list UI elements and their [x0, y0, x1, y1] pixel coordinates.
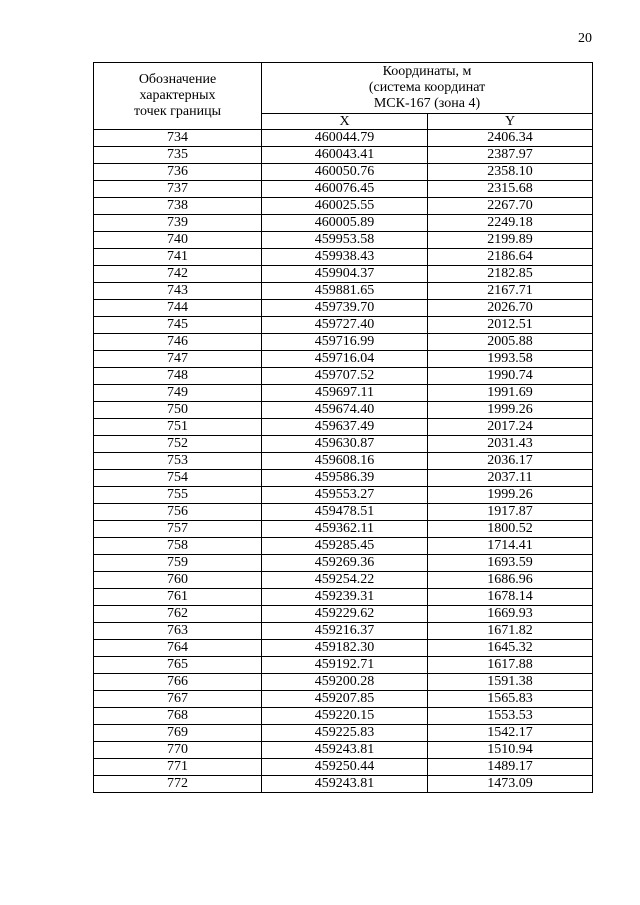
point-id-cell: 752: [94, 436, 262, 453]
y-coordinate-cell: 1489.17: [428, 759, 593, 776]
point-id-cell: 770: [94, 742, 262, 759]
coordinates-table-body: [94, 130, 593, 793]
point-id-cell: 734: [94, 130, 262, 147]
x-coordinate-cell: 459938.43: [262, 249, 428, 266]
point-id-cell: 766: [94, 674, 262, 691]
point-id-cell: 767: [94, 691, 262, 708]
x-coordinate-cell: 459697.11: [262, 385, 428, 402]
point-header-line: Обозначение: [138, 72, 217, 87]
table-row: [94, 487, 593, 504]
table-row: [94, 623, 593, 640]
x-coordinate-cell: 460043.41: [262, 147, 428, 164]
table-row: [94, 589, 593, 606]
x-coordinate-cell: 460050.76: [262, 164, 428, 181]
boundary-coordinates-table: [93, 62, 593, 793]
point-id-cell: 751: [94, 419, 262, 436]
y-coordinate-cell: 2037.11: [428, 470, 593, 487]
x-coordinate-cell: 459674.40: [262, 402, 428, 419]
x-coordinate-cell: 459727.40: [262, 317, 428, 334]
x-coordinate-cell: 459478.51: [262, 504, 428, 521]
point-id-cell: 735: [94, 147, 262, 164]
point-id-cell: 757: [94, 521, 262, 538]
point-id-cell: 750: [94, 402, 262, 419]
x-coordinate-cell: 459608.16: [262, 453, 428, 470]
y-coordinate-cell: 1993.58: [428, 351, 593, 368]
y-coordinate-cell: 1800.52: [428, 521, 593, 538]
x-coordinate-cell: 460005.89: [262, 215, 428, 232]
table-row: [94, 606, 593, 623]
x-coordinate-cell: 459553.27: [262, 487, 428, 504]
x-column-header: X: [262, 114, 428, 130]
table-row: [94, 657, 593, 674]
table-row: [94, 130, 593, 147]
point-id-cell: 740: [94, 232, 262, 249]
coordinates-header-line: (система координат: [368, 80, 486, 95]
table-row: [94, 470, 593, 487]
coordinates-header-line: Координаты, м: [382, 64, 472, 79]
y-coordinate-cell: 2186.64: [428, 249, 593, 266]
y-coordinate-cell: 1542.17: [428, 725, 593, 742]
table-row: [94, 368, 593, 385]
y-coordinate-cell: 2249.18: [428, 215, 593, 232]
x-coordinate-cell: 459207.85: [262, 691, 428, 708]
y-column-header: Y: [428, 114, 593, 130]
x-coordinate-cell: 459285.45: [262, 538, 428, 555]
point-id-cell: 771: [94, 759, 262, 776]
x-coordinate-cell: 459707.52: [262, 368, 428, 385]
point-id-cell: 760: [94, 572, 262, 589]
y-coordinate-cell: 1617.88: [428, 657, 593, 674]
y-coordinate-cell: 1678.14: [428, 589, 593, 606]
x-coordinate-cell: 459239.31: [262, 589, 428, 606]
table-row: [94, 181, 593, 198]
table-row: [94, 521, 593, 538]
point-header-line: точек границы: [134, 104, 221, 119]
y-coordinate-cell: 2036.17: [428, 453, 593, 470]
y-coordinate-cell: 2406.34: [428, 130, 593, 147]
x-coordinate-cell: 459192.71: [262, 657, 428, 674]
point-id-cell: 759: [94, 555, 262, 572]
y-coordinate-cell: 2199.89: [428, 232, 593, 249]
point-id-cell: 744: [94, 300, 262, 317]
x-coordinate-cell: 459254.22: [262, 572, 428, 589]
coordinates-header-line: МСК-167 (зона 4): [373, 96, 481, 111]
table-row: [94, 198, 593, 215]
coordinates-header: [262, 63, 593, 114]
table-row: [94, 249, 593, 266]
y-coordinate-cell: 2012.51: [428, 317, 593, 334]
x-coordinate-cell: 459716.99: [262, 334, 428, 351]
table-row: [94, 453, 593, 470]
point-id-cell: 758: [94, 538, 262, 555]
point-id-cell: 754: [94, 470, 262, 487]
y-coordinate-cell: 1999.26: [428, 487, 593, 504]
point-id-cell: 741: [94, 249, 262, 266]
table-row: [94, 691, 593, 708]
table-row: [94, 538, 593, 555]
y-coordinate-cell: 2167.71: [428, 283, 593, 300]
point-id-cell: 768: [94, 708, 262, 725]
y-coordinate-cell: 1686.96: [428, 572, 593, 589]
y-coordinate-cell: 1990.74: [428, 368, 593, 385]
point-id-cell: 748: [94, 368, 262, 385]
table-row: [94, 572, 593, 589]
y-coordinate-cell: 2182.85: [428, 266, 593, 283]
point-id-cell: 763: [94, 623, 262, 640]
table-row: [94, 300, 593, 317]
table-row: [94, 725, 593, 742]
table-row: [94, 164, 593, 181]
point-id-cell: 764: [94, 640, 262, 657]
y-coordinate-cell: 2315.68: [428, 181, 593, 198]
y-coordinate-cell: 2005.88: [428, 334, 593, 351]
y-coordinate-cell: 2387.97: [428, 147, 593, 164]
y-coordinate-cell: 2358.10: [428, 164, 593, 181]
y-coordinate-cell: 1714.41: [428, 538, 593, 555]
x-coordinate-cell: 459362.11: [262, 521, 428, 538]
y-coordinate-cell: 1645.32: [428, 640, 593, 657]
y-coordinate-cell: 1669.93: [428, 606, 593, 623]
point-id-cell: 738: [94, 198, 262, 215]
x-coordinate-cell: 460025.55: [262, 198, 428, 215]
x-coordinate-cell: 459250.44: [262, 759, 428, 776]
x-coordinate-cell: 459586.39: [262, 470, 428, 487]
table-row: [94, 317, 593, 334]
x-coordinate-cell: 459229.62: [262, 606, 428, 623]
table-row: [94, 232, 593, 249]
point-id-cell: 772: [94, 776, 262, 793]
y-coordinate-cell: 2017.24: [428, 419, 593, 436]
point-id-cell: 737: [94, 181, 262, 198]
table-row: [94, 776, 593, 793]
y-coordinate-cell: 2267.70: [428, 198, 593, 215]
x-coordinate-cell: 459881.65: [262, 283, 428, 300]
table-row: [94, 385, 593, 402]
table-row: [94, 266, 593, 283]
point-id-cell: 747: [94, 351, 262, 368]
point-id-cell: 749: [94, 385, 262, 402]
y-coordinate-cell: 1591.38: [428, 674, 593, 691]
x-coordinate-cell: 459904.37: [262, 266, 428, 283]
point-id-cell: 753: [94, 453, 262, 470]
point-designation-header: [94, 63, 262, 130]
x-coordinate-cell: 459630.87: [262, 436, 428, 453]
table-row: [94, 351, 593, 368]
table-row: [94, 759, 593, 776]
page-number: 20: [578, 31, 592, 46]
y-coordinate-cell: 2031.43: [428, 436, 593, 453]
point-id-cell: 746: [94, 334, 262, 351]
point-id-cell: 761: [94, 589, 262, 606]
table-row: [94, 674, 593, 691]
point-id-cell: 743: [94, 283, 262, 300]
table-row: [94, 147, 593, 164]
x-coordinate-cell: 459182.30: [262, 640, 428, 657]
x-coordinate-cell: 459637.49: [262, 419, 428, 436]
point-id-cell: 736: [94, 164, 262, 181]
x-coordinate-cell: 459716.04: [262, 351, 428, 368]
table-row: [94, 504, 593, 521]
point-id-cell: 756: [94, 504, 262, 521]
y-coordinate-cell: 1917.87: [428, 504, 593, 521]
x-coordinate-cell: 459243.81: [262, 742, 428, 759]
y-coordinate-cell: 1671.82: [428, 623, 593, 640]
point-id-cell: 739: [94, 215, 262, 232]
point-id-cell: 765: [94, 657, 262, 674]
table-row: [94, 334, 593, 351]
y-coordinate-cell: 1565.83: [428, 691, 593, 708]
point-id-cell: 762: [94, 606, 262, 623]
x-coordinate-cell: 459953.58: [262, 232, 428, 249]
y-coordinate-cell: 1473.09: [428, 776, 593, 793]
point-id-cell: 755: [94, 487, 262, 504]
table-row: [94, 708, 593, 725]
y-coordinate-cell: 1553.53: [428, 708, 593, 725]
point-id-cell: 745: [94, 317, 262, 334]
x-coordinate-cell: 459243.81: [262, 776, 428, 793]
y-coordinate-cell: 1991.69: [428, 385, 593, 402]
x-coordinate-cell: 459200.28: [262, 674, 428, 691]
point-header-line: характерных: [139, 88, 216, 103]
y-coordinate-cell: 2026.70: [428, 300, 593, 317]
point-id-cell: 742: [94, 266, 262, 283]
y-coordinate-cell: 1510.94: [428, 742, 593, 759]
y-coordinate-cell: 1693.59: [428, 555, 593, 572]
table-row: [94, 215, 593, 232]
table-row: [94, 402, 593, 419]
table-row: [94, 742, 593, 759]
table-row: [94, 419, 593, 436]
table-row: [94, 436, 593, 453]
point-id-cell: 769: [94, 725, 262, 742]
x-coordinate-cell: 460076.45: [262, 181, 428, 198]
x-coordinate-cell: 459269.36: [262, 555, 428, 572]
x-coordinate-cell: 459739.70: [262, 300, 428, 317]
table-row: [94, 555, 593, 572]
x-coordinate-cell: 459216.37: [262, 623, 428, 640]
table-row: [94, 283, 593, 300]
x-coordinate-cell: 460044.79: [262, 130, 428, 147]
y-coordinate-cell: 1999.26: [428, 402, 593, 419]
x-coordinate-cell: 459225.83: [262, 725, 428, 742]
x-coordinate-cell: 459220.15: [262, 708, 428, 725]
table-row: [94, 640, 593, 657]
